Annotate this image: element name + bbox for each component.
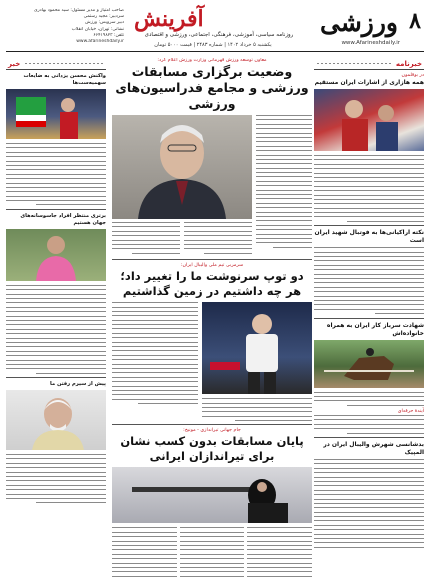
photo-icon [6,89,106,139]
masthead [6,6,424,52]
story-headline[interactable]: پایان مسابقات بدون کسب نشان برای تیراندازان ایرانی [120,434,304,464]
body-text [112,222,180,257]
volleyball-coach-photo [202,302,312,394]
story-kicker: آیندهٔ حرفه‌ای [397,409,424,415]
paper-logo: آفرینش [134,6,204,32]
body-text [6,143,106,205]
body-text [314,247,424,314]
veteran-coach-photo [6,390,106,450]
story-headline[interactable]: دو توپ سرنوشت ما را تغییر داد؛ هر چه داشتیم در زمین گذاشتیم [120,269,304,299]
body-text [6,285,106,374]
photo-icon [314,340,424,388]
story-kicker: سرمربی تیم ملی والیبال ایران: [180,263,244,269]
imprint-box [6,8,124,45]
story-title[interactable]: برتری منتظر افراد جاسوسانه‌های جهان هستیم [20,212,106,226]
story-body [112,302,312,424]
equestrian-photo [314,340,424,388]
story-body [112,115,312,257]
paper-subtitle: روزنامه سیاسی، آموزشی، فرهنگی، اجتماعی، ورزشی و اقتصادی [144,32,294,38]
paper-date: یکشنبه ۵ خرداد ۱۴۰۲ | شماره ۲۴۸۳ | قیمت ۵۰۰۰ تومان [154,42,272,48]
photo-icon [314,89,424,151]
photo-icon [202,302,312,394]
body-text [314,459,424,548]
wrestler-celebration-photo [6,89,106,139]
story-title[interactable]: نکته اراکیانی‌ها به فوتبال شهید ایران است [314,229,424,245]
page-number: ۸ [409,8,421,34]
body-text [202,398,312,421]
photo-icon [6,390,106,450]
imprint-line[interactable]: www.afarineshdaily.ir [76,39,124,45]
body-text [247,527,312,580]
imprint-line: سردبیر: مجید رستمی [83,14,124,20]
story-kicker: معاون توسعه ورزش قهرمانی وزارت ورزش اعلام کرد: [157,58,267,63]
section-logo: ورزشی [319,8,398,37]
body-text [314,155,424,222]
section-website[interactable]: www.Afarineshdaily.ir [341,40,400,46]
story-headline[interactable]: وضعیت برگزاری مسابقات ورزشی و مجامع فدراسیون‌های ورزشی [115,64,309,111]
story-title[interactable]: بدشانسی شهرش والیبال ایران در المپیک [323,441,424,457]
imprint-line: صاحب امتیاز و مدیر مسئول: سید محمود بهادری [33,8,124,13]
imprint-line: نشانی: تهران، خیابان انقلاب [71,26,124,32]
body-text [180,527,245,580]
photo-icon [6,229,106,281]
body-text [314,392,424,406]
shooter-photo [112,467,312,523]
body-text [112,302,198,404]
section-bar [6,58,106,70]
left-column [6,58,106,580]
right-column [314,58,424,580]
center-column [112,58,312,580]
section-label: خبر [8,59,21,68]
section-label: خبرنامه [395,59,422,68]
story-title[interactable]: همه هازاری از اشارات ایران مستقیم [314,79,424,86]
imprint-line: دبیر سرویس: ورزش [85,20,124,26]
body-text [6,454,106,503]
wrestling-photo [314,89,424,151]
body-text [112,527,177,580]
story-title[interactable]: شهادت سرباز کار ایران به همراه خانواده‌اش [326,321,424,337]
body-text [184,222,252,257]
official-portrait-photo [112,115,252,219]
athlete-portrait-photo [6,229,106,281]
story-kicker: در بوقلمون [401,73,424,78]
body-text [256,115,312,248]
imprint-line: تلفن: ۶۶۴۱۹۸۲۳ [93,32,124,38]
body-text [314,415,424,434]
story-body [112,527,312,580]
story-title[interactable]: واکنش محسن یزدانی به ضایعات سهمیه‌ست‌ها [23,73,106,86]
photo-icon [112,115,252,219]
photo-icon [112,467,312,523]
story-title[interactable]: پیش از سیرم رفتن ما [50,381,106,388]
section-bar [314,58,424,70]
story-kicker: جام جهانی تیراندازی - مونیخ: [183,428,241,434]
